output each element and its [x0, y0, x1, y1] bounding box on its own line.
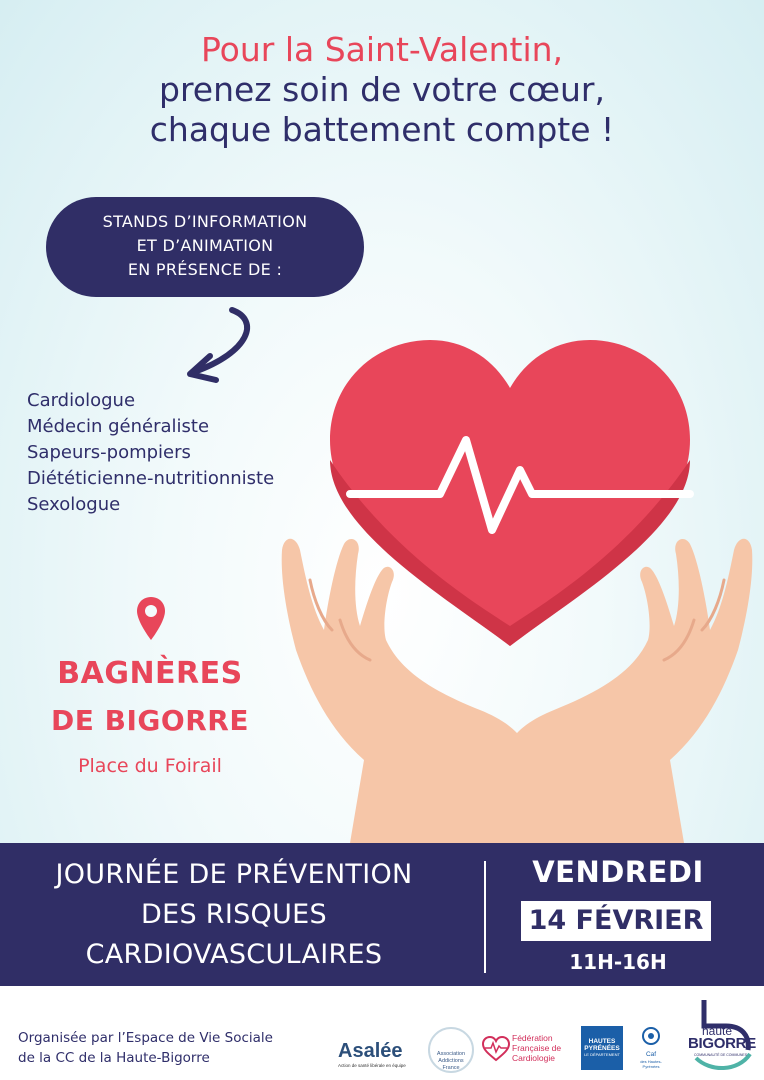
headline-line-1: Pour la Saint-Valentin,	[200, 30, 564, 69]
curved-arrow-icon	[180, 306, 270, 386]
headline	[0, 30, 764, 150]
city-line-2: DE BIGORRE	[51, 704, 249, 737]
caf-emblem-icon	[641, 1026, 661, 1046]
ffc-logo-line-2: Française de	[512, 1043, 562, 1053]
event-title-line-1: JOURNÉE DE PRÉVENTION	[55, 859, 413, 890]
stands-line-1: STANDS D’INFORMATION	[102, 212, 308, 231]
organizer-text	[18, 1028, 273, 1068]
event-hours: 11H-16H	[569, 950, 667, 974]
organizer-line-1: Organisée par l’Espace de Vie Sociale	[18, 1030, 273, 1046]
asalee-logo-text: Asalée	[338, 1040, 403, 1062]
addictions-logo-line-2: Addictions	[438, 1058, 464, 1064]
hp-logo-line-3: LE DÉPARTEMENT	[584, 1052, 620, 1057]
ffc-logo-line-3: Cardiologie	[512, 1053, 555, 1063]
asalee-logo	[338, 1040, 406, 1068]
hb-logo-line-1: haute	[702, 1024, 733, 1038]
list-item: Diététicienne-nutritionniste	[27, 468, 275, 489]
addictions-france-logo	[428, 1027, 474, 1073]
caf-logo-line-2: des Hautes-Pyrénées	[640, 1059, 662, 1069]
addictions-logo-line-3: France	[442, 1065, 460, 1071]
banner-divider	[484, 861, 486, 973]
hp-logo-line-1: HAUTES	[588, 1038, 616, 1045]
city-line-1: BAGNÈRES	[57, 656, 243, 691]
hp-logo-line-2: PYRÉNÉES	[584, 1045, 620, 1052]
organizer-line-2: de la CC de la Haute-Bigorre	[18, 1050, 210, 1066]
hb-logo-line-2: BIGORRE	[688, 1035, 756, 1052]
ffc-logo-line-1: Fédération	[512, 1033, 553, 1043]
list-item: Médecin généraliste	[27, 416, 210, 437]
caf-logo-line-1: Caf	[645, 1051, 657, 1058]
event-date: 14 FÉVRIER	[521, 901, 711, 941]
haute-bigorre-logo	[686, 998, 756, 1072]
event-day: VENDREDI	[532, 855, 704, 889]
event-banner	[0, 843, 764, 986]
heart-pulse-icon	[482, 1036, 510, 1062]
place-name: Place du Foirail	[78, 755, 222, 777]
stands-bubble	[46, 197, 364, 297]
headline-line-3: chaque battement compte !	[149, 110, 615, 149]
list-item: Cardiologue	[27, 390, 136, 411]
addictions-logo-line-1: Association	[436, 1051, 466, 1057]
asalee-logo-subtitle: Action de santé libérale en équipe	[338, 1063, 406, 1068]
hb-logo-line-3: COMMUNAUTÉ DE COMMUNES	[694, 1053, 748, 1057]
stands-line-3: EN PRÉSENCE DE :	[127, 260, 283, 279]
event-title-line-3: CARDIOVASCULAIRES	[85, 939, 383, 970]
hautes-pyrenees-logo	[581, 1026, 623, 1070]
list-item: Sexologue	[27, 494, 121, 515]
ffc-logo	[482, 1032, 578, 1066]
event-title-line-2: DES RISQUES	[141, 899, 327, 930]
stands-line-2: ET D’ANIMATION	[136, 236, 274, 255]
speakers-list	[27, 388, 274, 518]
event-title	[14, 855, 454, 975]
list-item: Sapeurs-pompiers	[27, 442, 191, 463]
headline-line-2: prenez soin de votre cœur,	[159, 70, 605, 109]
caf-logo	[632, 1026, 670, 1072]
heart-hands-illustration	[270, 330, 764, 843]
location-pin-icon	[136, 596, 166, 642]
